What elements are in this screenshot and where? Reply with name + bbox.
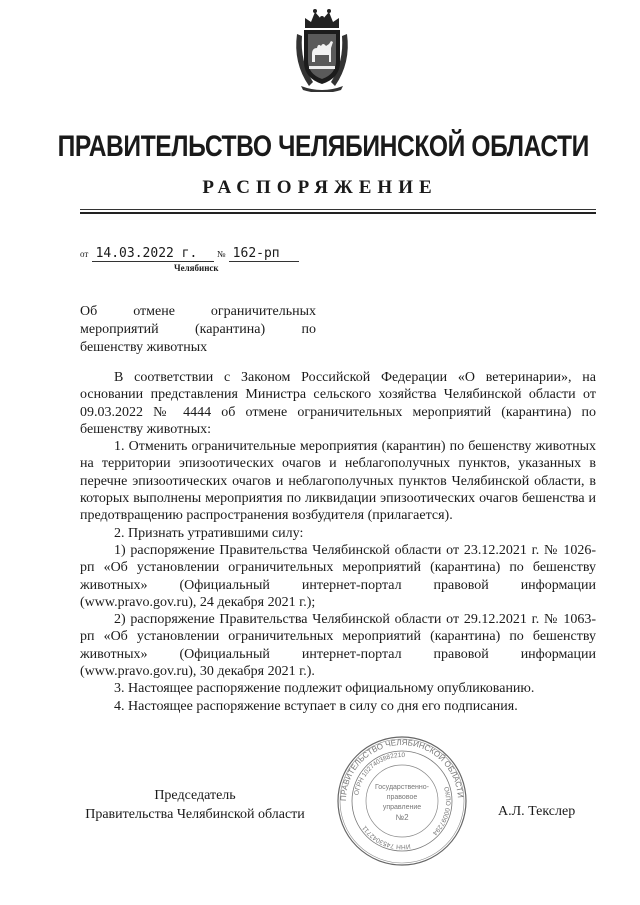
stamp-center-line4: №2 [395,813,409,822]
item-1-paragraph: 1. Отменить ограничительные мероприятия (карантин) по бешенству животных на территории эпизоотических очагов и неблагополучных пунктов, указанных в перечне эпизоотических очагов и неблагополучных пунктов Челябинской области, в которых выполнены мероприятия по ликвидации эпизоотических очагов бешенства и предотвращению распространения возбудителя (прилагается). [80,439,596,524]
document-subject: Об отмене ограничительных мероприятий (карантина) по бешенству животных [80,304,316,355]
svg-text:ОКПО 00097294 [431,786,451,836]
item-3-paragraph: 3. Настоящее распоряжение подлежит официальному опубликованию. [114,681,535,697]
item-2-1-paragraph: 1) распоряжение Правительства Челябинской области от 23.12.2021 г. № 1026-рп «Об установлении ограничительных мероприятий (карантина) по бешенству животных» (Официальный интернет-портал правовой информации (www.pravo.gov.ru), 24 декабря 2021 г.); [80,542,596,610]
number-prefix: № [216,249,226,259]
signer-title-line2: Правительства Челябинской области [85,807,305,822]
stamp-ogrn: ОГРН 1027403882210 [353,751,406,796]
stamp-center-line1: Государственно- [374,784,430,791]
document-date: 14.03.2022 г. [92,246,214,262]
signer-name: А.Л. Текслер [498,804,576,819]
document-body [80,369,596,715]
stamp-okpo: ОКПО 00097294 [430,786,452,837]
organization-title: ПРАВИТЕЛЬСТВО ЧЕЛЯБИНСКОЙ ОБЛАСТИ [57,130,589,163]
signer-title [80,786,310,824]
header-divider-thick [80,212,596,214]
date-prefix: от [80,249,89,259]
city-label: Челябинск [174,263,219,273]
stamp-center-line3: управление [382,804,422,811]
stamp-outer-text: ПРАВИТЕЛЬСТВО ЧЕЛЯБИНСКОЙ ОБЛАСТИ [338,737,465,802]
intro-paragraph: В соответствии с Законом Российской Федерации «О ветеринарии», на основании представления Министра сельского хозяйства Челябинской области от 09.03.2022 № 4444 об отмене ограничительных мероприятий (карантина) по бешенству животных: [80,370,596,437]
signer-title-line1: Председатель [154,788,236,803]
item-2-paragraph: 2. Признать утратившими силу: [114,525,304,541]
coat-of-arms-emblem [291,8,353,92]
stamp-inn: ИНН 7453042711 [361,824,411,851]
document-number: 162-рп [229,246,299,262]
item-4-paragraph: 4. Настоящее распоряжение вступает в силу со дня его подписания. [114,698,518,714]
official-stamp [334,733,470,869]
header-divider-thin [80,209,596,210]
stamp-center-line2: правовое [386,794,418,801]
document-type-heading: РАСПОРЯЖЕНИЕ [202,177,438,198]
document-meta [80,245,299,262]
item-2-2-paragraph: 2) распоряжение Правительства Челябинской области от 29.12.2021 г. № 1063-рп «Об установлении ограничительных мероприятий (карантина) по бешенству животных» (Официальный интернет-портал правовой информации (www.pravo.gov.ru), 30 декабря 2021 г.). [80,612,596,680]
